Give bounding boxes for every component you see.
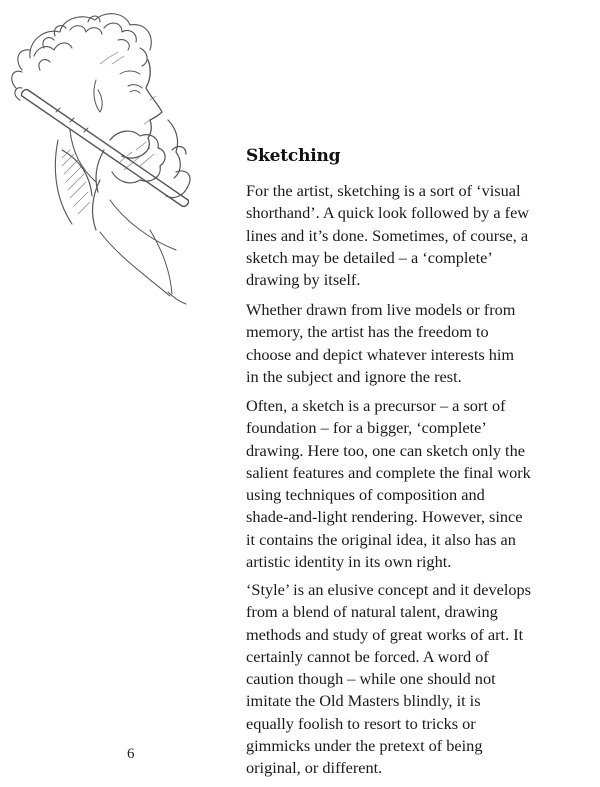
hair-curls xyxy=(12,14,152,100)
page-heading: Sketching xyxy=(246,146,341,166)
paragraph-style: ‘Style’ is an elusive concept and it develops from a blend of natural talent, drawing methods and study of great works of art. It certainly cannot be forced. A word of caution though – while one should not imitate the Old Masters blindly, it is equally foolish to resort to tricks or gimmicks under the pretext of being original, or different. xyxy=(246,580,531,778)
flute-player-sketch-illustration xyxy=(0,0,225,310)
paragraph-precursor: Often, a sketch is a precursor – a sort of foundation – for a bigger, ‘complete’ drawing. Here too, one can sketch only the salient features and complete the final work using techniques of composition and shade-and-light rendering. However, since it contains the original idea, it also has an artistic identity in its own right. xyxy=(246,396,531,572)
face-profile xyxy=(94,60,162,158)
paragraph-freedom: Whether drawn from live models or from memory, the artist has the freedom to choose and depict whatever interests him in the subject and ignore the rest. xyxy=(246,300,516,386)
paragraph-sketching-intro: For the artist, sketching is a sort of ‘visual shorthand’. A quick look followed by a few lines and it’s done. Sometimes, of course, a sketch may be detailed – a ‘complete’ drawing by itself. xyxy=(246,181,530,290)
page-number: 6 xyxy=(127,746,135,762)
neck-collar xyxy=(55,130,96,224)
flute xyxy=(21,90,188,207)
drape-lines xyxy=(100,200,186,304)
hands xyxy=(93,120,191,230)
